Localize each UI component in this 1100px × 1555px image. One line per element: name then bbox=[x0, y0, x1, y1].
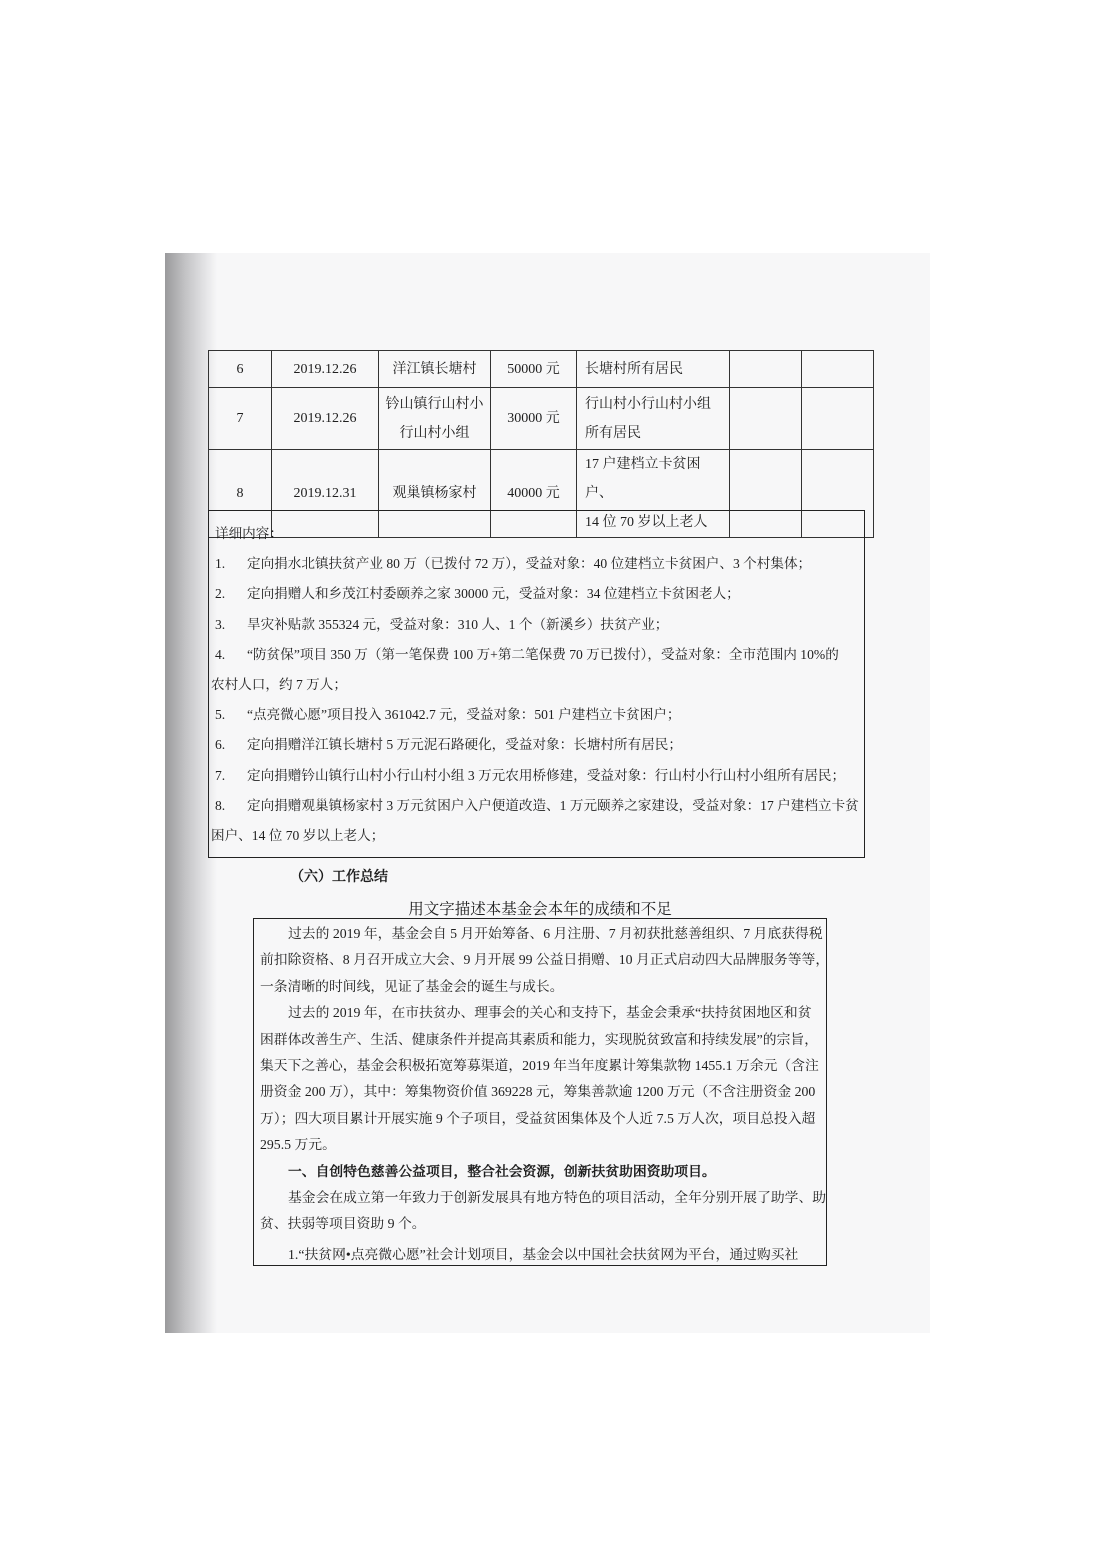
summary-line: 基金会在成立第一年致力于创新发展具有地方特色的项目活动，全年分别开展了助学、助 bbox=[288, 1189, 827, 1205]
cell-line: 17 户建档立卡贫困户、 bbox=[585, 457, 701, 501]
detail-item bbox=[215, 610, 858, 640]
cell-beneficiary bbox=[577, 351, 730, 388]
cell-empty-cell bbox=[802, 351, 874, 388]
cell-line: 行山村小组 bbox=[399, 425, 470, 441]
item-text: “点亮微心愿”项目投入 361042.7 元，受益对象：501 户建档立卡贫困户； bbox=[247, 707, 681, 723]
detail-item bbox=[215, 791, 858, 821]
summary-line: 集天下之善心，基金会积极拓宽筹募渠道，2019 年当年度累计筹集款物 1455.1 万余元（含注 bbox=[260, 1057, 819, 1073]
cell-line: 长塘村所有居民 bbox=[585, 361, 683, 377]
item-number: 3. bbox=[215, 616, 226, 632]
details-heading: 详细内容： bbox=[215, 526, 283, 541]
detail-item bbox=[209, 670, 858, 700]
item-text: 定向捐赠洋江镇长塘村 5 万元泥石路硬化，受益对象：长塘村所有居民； bbox=[247, 737, 682, 753]
detail-item bbox=[215, 730, 858, 760]
summary-line: 一、自创特色慈善公益项目，整合社会资源，创新扶贫助困资助项目。 bbox=[288, 1163, 716, 1179]
cell-line: 观巢镇杨家村 bbox=[392, 486, 477, 501]
summary-line: 前扣除资格、8 月召开成立大会、9 月开展 99 公益日捐赠、10 月正式启动四大品牌服务等等， bbox=[260, 952, 830, 968]
item-text: 定向捐赠观巢镇杨家村 3 万元贫困户入户便道改造、1 万元颐养之家建设，受益对象：17 户建档立卡贫 bbox=[247, 797, 859, 813]
cell-line: 洋江镇长塘村 bbox=[392, 361, 477, 377]
item-text: 定向捐赠钤山镇行山村小行山村小组 3 万元农用桥修建，受益对象：行山村小行山村小组所有居民； bbox=[247, 767, 846, 783]
detail-item bbox=[215, 640, 858, 670]
summary-line: 1.“扶贫网•点亮微心愿”社会计划项目，基金会以中国社会扶贫网为平台，通过购买社 bbox=[288, 1246, 799, 1262]
cell-empty-cell bbox=[802, 388, 874, 450]
summary-title: 用文字描述本基金会本年的成绩和不足 bbox=[408, 900, 672, 918]
item-number: 8. bbox=[215, 797, 226, 813]
detail-item bbox=[215, 549, 858, 579]
summary-line: 贫、扶弱等项目资助 9 个。 bbox=[260, 1216, 426, 1232]
item-text: “防贫保”项目 350 万（第一笔保费 100 万+第二笔保费 70 万已拨付），受益对象：全市范围内 10%的 bbox=[247, 646, 839, 662]
item-number: 5. bbox=[215, 707, 226, 723]
item-number: 1. bbox=[215, 556, 226, 572]
cell-row-number: 6 bbox=[209, 351, 272, 388]
item-text: 定向捐水北镇扶贫产业 80 万（已拨付 72 万），受益对象：40 位建档立卡贫困户、3 个村集体； bbox=[247, 556, 812, 572]
table-row bbox=[209, 388, 874, 450]
detail-item bbox=[215, 579, 858, 609]
cell-row-number: 7 bbox=[209, 388, 272, 450]
cell-row-number: 8 bbox=[209, 450, 272, 538]
cell-line: 钤山镇行山村小 bbox=[385, 396, 484, 412]
cell-line: 所有居民 bbox=[585, 425, 641, 441]
cell-place bbox=[379, 388, 491, 450]
item-text: 困户、14 位 70 岁以上老人； bbox=[211, 827, 385, 843]
cell-empty-cell bbox=[730, 388, 802, 450]
item-text: 旱灾补贴款 355324 元，受益对象：310 人、1 个（新溪乡）扶贫产业； bbox=[247, 616, 669, 632]
summary-line: 295.5 万元。 bbox=[260, 1137, 336, 1153]
cell-amount: 50000 元 bbox=[491, 351, 577, 388]
cell-empty-cell bbox=[730, 351, 802, 388]
summary-line: 万）；四大项目累计开展实施 9 个子项目，受益贫困集体及个人近 7.5 万人次，项目总投入超 bbox=[260, 1110, 816, 1126]
cell-amount: 40000 元 bbox=[491, 450, 577, 538]
detail-item bbox=[215, 700, 858, 730]
cell-line: 行山村小行山村小组 bbox=[585, 396, 711, 412]
detail-item bbox=[215, 761, 858, 791]
table-row bbox=[209, 351, 874, 388]
item-text: 农村人口，约 7 万人； bbox=[211, 676, 347, 692]
cell-date: 2019.12.31 bbox=[272, 450, 379, 538]
summary-line: 过去的 2019 年，在市扶贫办、理事会的关心和支持下，基金会秉承“扶持贫困地区和贫 bbox=[288, 1005, 812, 1021]
summary-line: 册资金 200 万），其中：筹集物资价值 369228 元，筹集善款逾 1200 万元（不含注册资金 200 bbox=[260, 1084, 816, 1100]
cell-line: 14 位 70 岁以上老人 bbox=[585, 515, 708, 530]
cell-place bbox=[379, 351, 491, 388]
summary-line: 困群体改善生产、生活、健康条件并提高其素质和能力，实现脱贫致富和持续发展”的宗旨， bbox=[260, 1031, 818, 1047]
cell-beneficiary bbox=[577, 388, 730, 450]
details-box bbox=[208, 510, 865, 858]
item-number: 6. bbox=[215, 737, 226, 753]
item-number: 2. bbox=[215, 586, 226, 602]
detail-item bbox=[209, 821, 858, 851]
section-heading: （六）工作总结 bbox=[290, 869, 388, 885]
item-text: 定向捐赠人和乡茂江村委颐养之家 30000 元，受益对象：34 位建档立卡贫困老人； bbox=[247, 586, 740, 602]
cell-amount: 30000 元 bbox=[491, 388, 577, 450]
cell-date: 2019.12.26 bbox=[272, 388, 379, 450]
summary-line: 一条清晰的时间线，见证了基金会的诞生与成长。 bbox=[260, 978, 564, 994]
item-number: 4. bbox=[215, 646, 226, 662]
summary-box bbox=[253, 918, 830, 1266]
item-number: 7. bbox=[215, 767, 226, 783]
summary-line: 过去的 2019 年，基金会自 5 月开始筹备、6 月注册、7 月初获批慈善组织、7 月底获得税 bbox=[288, 926, 823, 941]
cell-date: 2019.12.26 bbox=[272, 351, 379, 388]
